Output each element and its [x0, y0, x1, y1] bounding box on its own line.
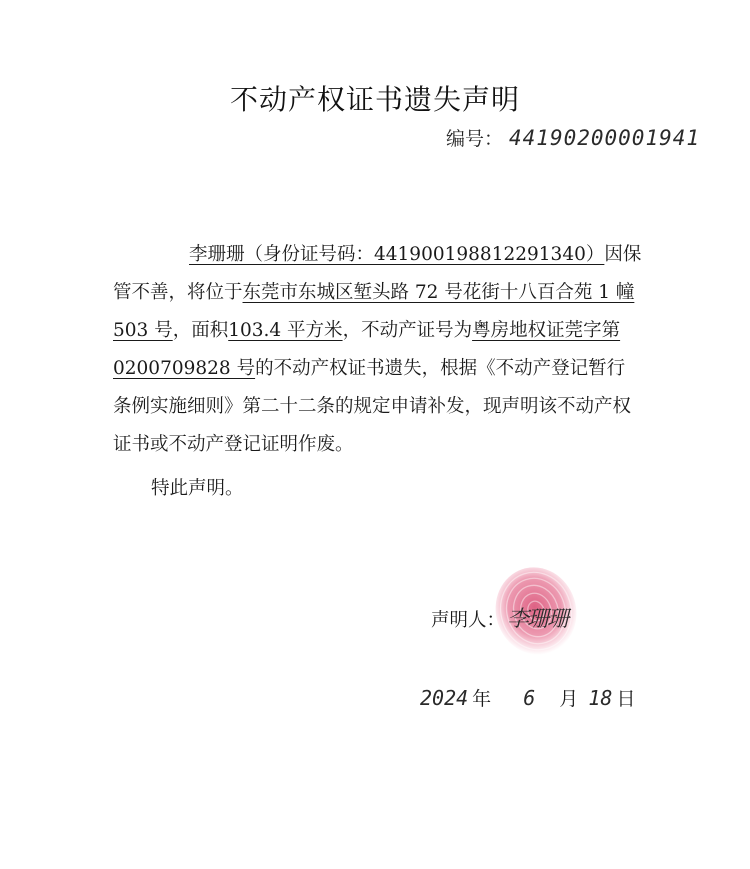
declarant-line — [431, 602, 567, 633]
declarant-label: 声明人： — [431, 610, 506, 631]
date-day: 18 — [588, 686, 613, 710]
statement-body — [113, 236, 643, 508]
date-year-unit: 年 — [472, 688, 492, 710]
date-month-unit: 月 — [559, 688, 579, 710]
closing-statement: 特此声明。 — [151, 478, 244, 499]
document-title: 不动产权证书遗失声明 — [229, 83, 520, 116]
document-number — [446, 124, 700, 151]
property-area: 103.4 平方米 — [228, 320, 343, 341]
statement-paragraph — [113, 236, 643, 464]
certificate-number: 粤房地权证莞字第 0200709828 号 — [113, 320, 621, 379]
handwritten-signature: 李珊珊 — [507, 607, 568, 632]
date-day-unit: 日 — [616, 688, 636, 710]
property-address: 东莞市东城区堑头路 72 号花街十八百合苑 1 幢 503 号 — [113, 282, 635, 341]
text-segment-2: ，面积 — [172, 320, 229, 341]
date-year: 2024 — [420, 686, 469, 710]
date-month: 6 — [523, 686, 536, 710]
text-segment-1: 因保管不善，将位于 — [113, 244, 642, 303]
signing-date — [420, 684, 639, 711]
text-segment-3: ，不动产证号为 — [342, 320, 473, 341]
applicant-name-id: 李珊珊（身份证号码：441900198812291340） — [189, 244, 605, 265]
number-label: 编号： — [446, 128, 504, 150]
text-segment-4: 的不动产权证书遗失，根据《不动产登记暂行条例实施细则》第二十二条的规定申请补发，现声明该不动产权证书或不动产登记证明作废。 — [113, 358, 632, 455]
number-value: 44190200001941 — [509, 126, 701, 150]
